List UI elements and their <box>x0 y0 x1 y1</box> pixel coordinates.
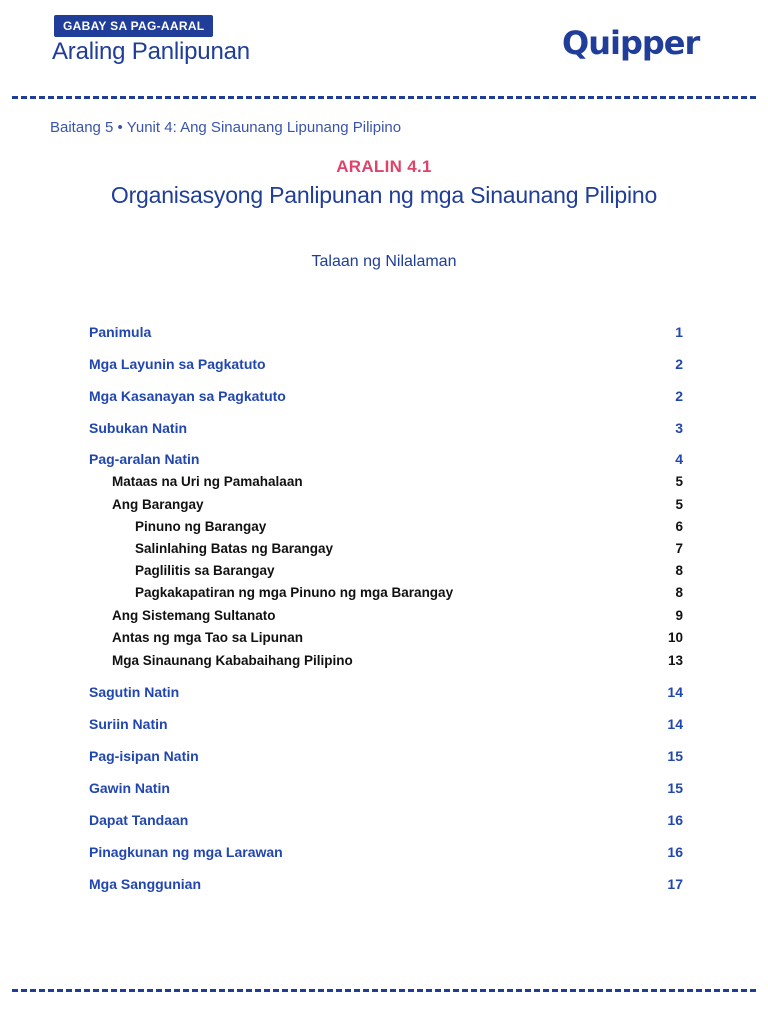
toc-entry[interactable] <box>89 779 683 797</box>
lesson-label: ARALIN 4.1 <box>336 157 432 176</box>
toc-entry[interactable] <box>89 419 683 437</box>
toc-entry-label: Paglilitis sa Barangay <box>135 563 275 578</box>
breadcrumb: Baitang 5 • Yunit 4: Ang Sinaunang Lipunang Pilipino <box>50 119 402 136</box>
toc-entry-label: Panimula <box>89 324 152 340</box>
toc-entry[interactable] <box>89 715 683 733</box>
toc-entry-page: 2 <box>675 356 683 372</box>
toc-entry[interactable] <box>89 387 683 405</box>
toc-entry-label: Pag-aralan Natin <box>89 451 200 467</box>
toc-entry-label: Pag-isipan Natin <box>89 748 199 764</box>
toc-entry-label: Dapat Tandaan <box>89 812 189 828</box>
toc-entry-label: Pinuno ng Barangay <box>135 519 267 534</box>
toc-entry-page: 17 <box>667 876 683 892</box>
toc-entry-label: Sagutin Natin <box>89 684 180 700</box>
toc-entry-page: 15 <box>667 748 683 764</box>
toc-entry-page: 5 <box>675 474 683 489</box>
toc-entry-page: 16 <box>667 812 683 828</box>
toc-entry[interactable] <box>89 323 683 341</box>
toc-subentry[interactable] <box>135 562 683 580</box>
quipper-logo: Quipper <box>562 24 700 62</box>
toc-entry-page: 15 <box>667 780 683 796</box>
toc-subentry[interactable] <box>135 584 683 602</box>
toc-entry-label: Mga Sinaunang Kababaihang Pilipino <box>112 653 353 668</box>
toc-entry-page: 2 <box>675 388 683 404</box>
toc-entry[interactable] <box>89 355 683 373</box>
toc-heading: Talaan ng Nilalaman <box>311 253 457 270</box>
bottom-dashed-divider <box>12 989 756 992</box>
toc-entry[interactable] <box>89 683 683 701</box>
top-dashed-divider <box>12 96 756 99</box>
toc-entry-page: 7 <box>675 541 683 556</box>
toc-subentry[interactable] <box>135 518 683 536</box>
toc-entry-label: Mga Kasanayan sa Pagkatuto <box>89 388 286 404</box>
guide-badge: GABAY SA PAG-AARAL <box>54 15 213 37</box>
lesson-title: Organisasyong Panlipunan ng mga Sinaunang Pilipino <box>110 182 658 208</box>
toc-subentry[interactable] <box>135 540 683 558</box>
toc-entry-page: 16 <box>667 844 683 860</box>
toc-entry-label: Pinagkunan ng mga Larawan <box>89 844 283 860</box>
toc-entry-page: 8 <box>675 585 683 600</box>
toc-entry-page: 14 <box>667 716 683 732</box>
toc-entry-label: Mga Layunin sa Pagkatuto <box>89 356 266 372</box>
toc-entry-page: 14 <box>667 684 683 700</box>
toc-subentry[interactable] <box>112 629 683 647</box>
toc-entry[interactable] <box>89 450 683 468</box>
toc-entry-page: 8 <box>675 563 683 578</box>
toc-entry[interactable] <box>89 747 683 765</box>
toc-entry-page: 6 <box>675 519 683 534</box>
toc-entry-label: Suriin Natin <box>89 716 168 732</box>
toc-entry-page: 9 <box>675 608 683 623</box>
toc-entry[interactable] <box>89 811 683 829</box>
toc-subentry[interactable] <box>112 496 683 514</box>
toc-subentry[interactable] <box>112 473 683 491</box>
toc-entry-label: Ang Sistemang Sultanato <box>112 608 276 623</box>
toc-entry[interactable] <box>89 843 683 861</box>
toc-entry-page: 13 <box>667 653 683 668</box>
toc-entry-page: 10 <box>667 630 683 645</box>
toc-entry-page: 5 <box>675 497 683 512</box>
toc-subentry[interactable] <box>112 607 683 625</box>
toc-entry-page: 3 <box>675 420 683 436</box>
subject-title: Araling Panlipunan <box>52 38 250 65</box>
toc-subentry[interactable] <box>112 652 683 670</box>
toc-entry-page: 4 <box>675 451 683 467</box>
toc-entry[interactable] <box>89 875 683 893</box>
toc-entry-label: Salinlahing Batas ng Barangay <box>135 541 334 556</box>
toc-entry-label: Subukan Natin <box>89 420 188 436</box>
toc-entry-label: Mataas na Uri ng Pamahalaan <box>112 474 303 489</box>
toc-entry-page: 1 <box>675 324 683 340</box>
toc-entry-label: Mga Sanggunian <box>89 876 201 892</box>
toc-entry-label: Ang Barangay <box>112 497 204 512</box>
toc-entry-label: Pagkakapatiran ng mga Pinuno ng mga Barangay <box>135 585 454 600</box>
toc-entry-label: Gawin Natin <box>89 780 170 796</box>
toc-entry-label: Antas ng mga Tao sa Lipunan <box>112 630 304 645</box>
